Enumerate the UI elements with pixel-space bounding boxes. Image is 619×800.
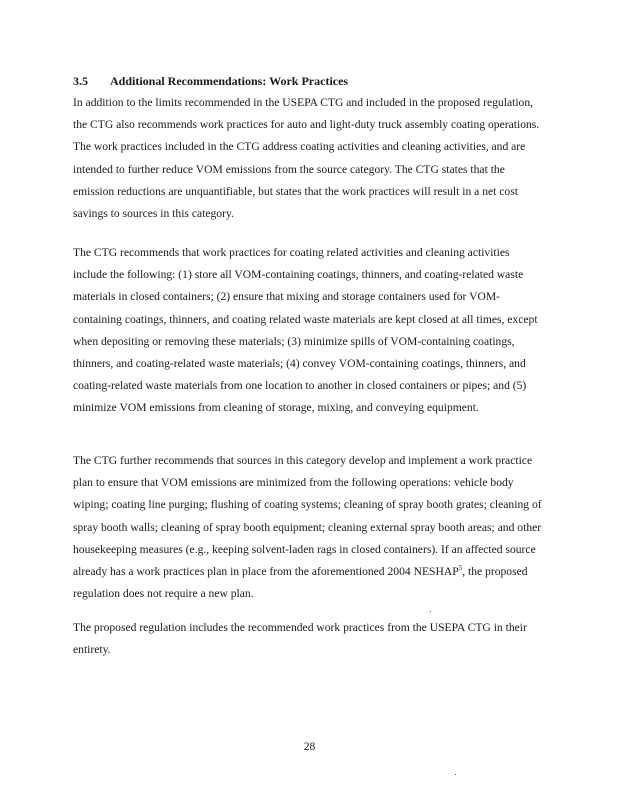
paragraph-work-practice-plan-end: , the proposed regulation does not require a new plan. (73, 565, 528, 601)
paragraph-proposed-regulation: The proposed regulation includes the recommended work practices from the USEPA CTG in their entirety. (73, 621, 527, 657)
scan-speck (455, 774, 456, 775)
paragraph-work-practice-plan-text: The CTG further recommends that sources in this category develop and implement a work practice plan to ensure that VOM emissions are minimized from the following operations: vehicle body wiping; coating line purging; flushing of coating systems; cleaning of spray booth grates; cleaning of spray booth walls; cleaning of spray booth equipment; cleaning external spray booth areas; and other housekeeping measures (e.g., keeping solvent-laden rags in closed containers). If an affected source already has a work practices plan in place from the aforementioned 2004 NESHAP (73, 454, 542, 579)
page-number: 28 (303, 741, 316, 753)
paragraph-recommended-practices: The CTG recommends that work practices for coating related activities and cleaning activities include the following: (1) store all VOM-containing coatings, thinners, and coating-related waste materials in closed containers; (2) ensure that mixing and storage containers used for VOM-containing coatings, thinners, and coating related waste materials are kept closed at all times, except when depositing or removing these materials; (3) minimize spills of VOM-containing coatings, thinners, and coating-related waste materials; (4) convey VOM-containing coatings, thinners, and coating-related waste materials from one location to another in closed containers or pipes; and (5) minimize VOM emissions from cleaning of storage, mixing, and conveying equipment. (73, 246, 538, 415)
section-title: Additional Recommendations: Work Practices (110, 74, 349, 88)
section-heading (73, 74, 348, 88)
footnote-reference: 5 (458, 564, 463, 573)
paragraph-work-practices-intro: In addition to the limits recommended in the USEPA CTG and included in the proposed regulation, the CTG also recommends work practices for auto and light-duty truck assembly coating operations. The work practices included in the CTG address coating activities and cleaning activities, and are intended to further reduce VOM emissions from the source category. The CTG states that the emission reductions are unquantifiable, but states that the work practices will result in a net cost savings to sources in this category. (73, 96, 540, 221)
scan-speck (430, 611, 431, 612)
section-number: 3.5 (73, 74, 88, 88)
paragraph-work-practice-plan (73, 450, 545, 605)
